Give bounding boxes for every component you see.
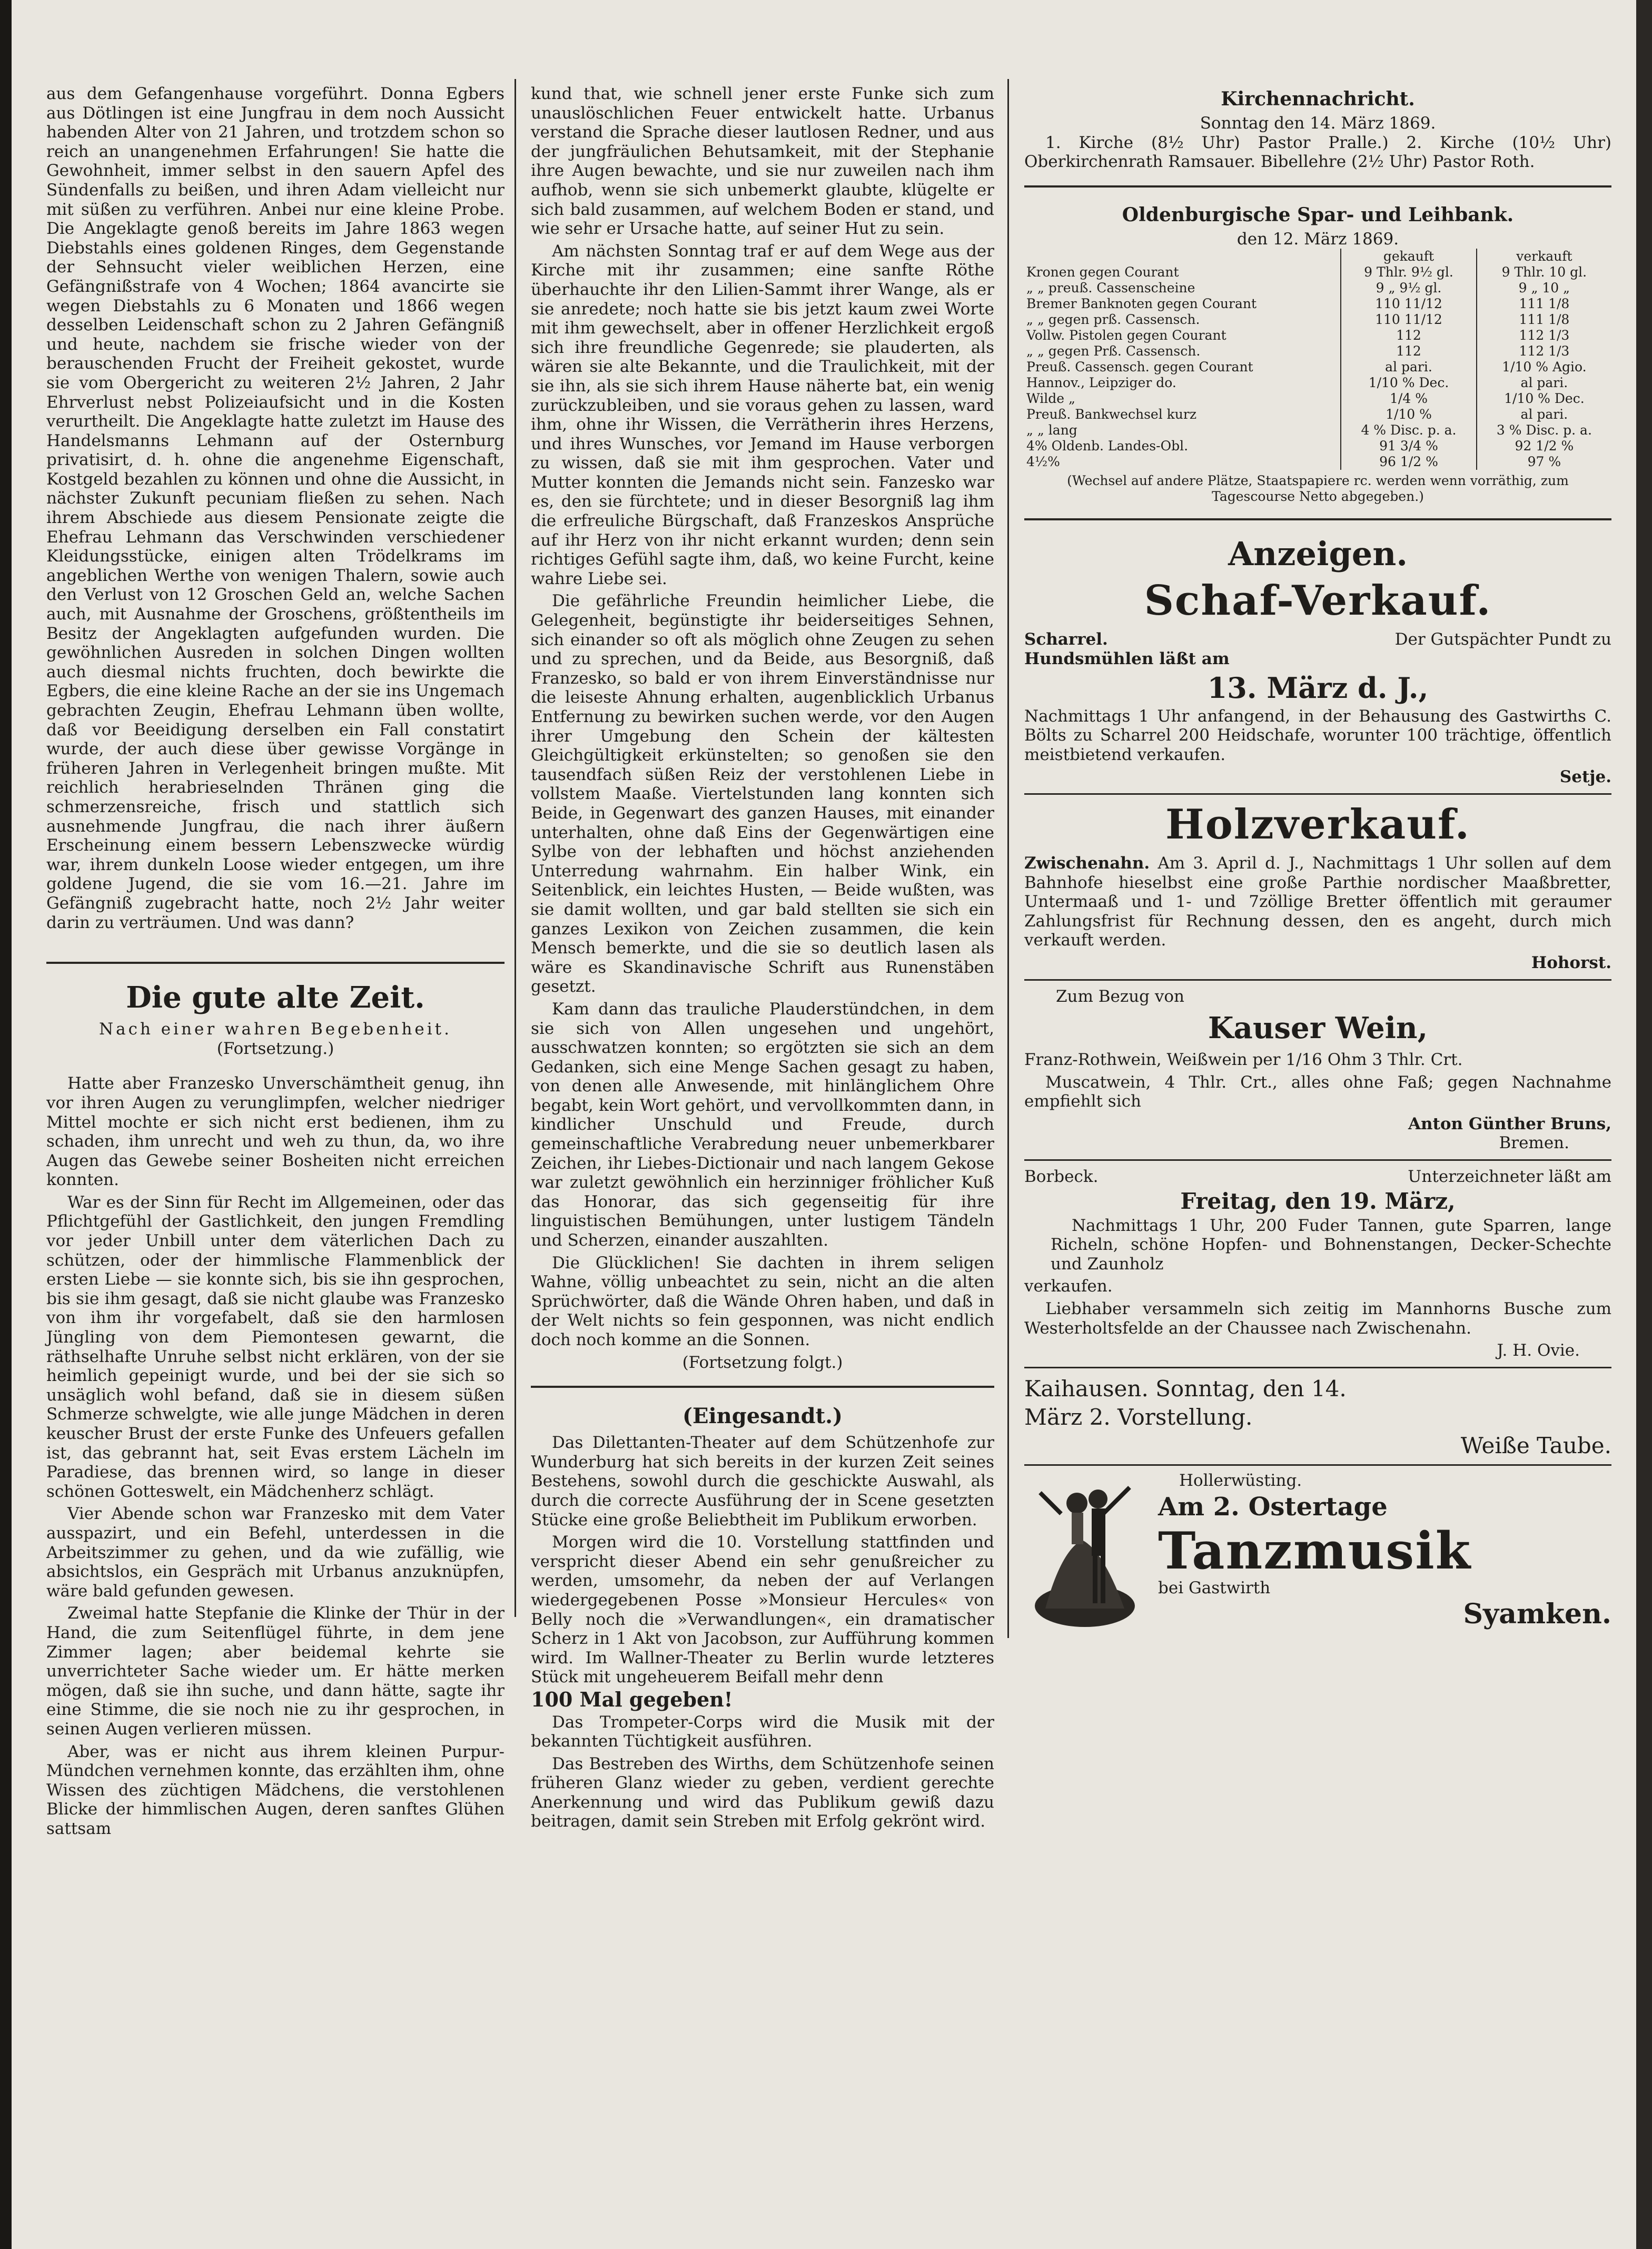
schaf-text: Nachmittags 1 Uhr anfangend, in der Behausung des Gastwirths C. Bölts zu Scharrel 200 Heidschafe, worunter 100 trächtige, öffentlich meistbietend verkaufen. [1024, 706, 1611, 764]
tanzmusik-ad [1024, 1471, 1611, 1631]
header-sold: verkauft [1516, 249, 1572, 264]
schaf-line [1024, 630, 1611, 649]
section-rule [1024, 1367, 1611, 1368]
table-row [1024, 264, 1611, 280]
schaf-date: 13. März d. J., [1207, 670, 1429, 705]
rate-bought: 112 [1341, 328, 1477, 343]
column-divider [515, 79, 516, 1617]
rate-bought: 4 % Disc. p. a. [1341, 422, 1477, 438]
column-divider [1007, 79, 1009, 1638]
kirchen-title: Kirchennachricht. [1221, 88, 1415, 110]
exchange-rate-rows [1024, 264, 1611, 470]
rate-label: Vollw. Pistolen gegen Courant [1026, 328, 1226, 343]
kaihausen-signature: Weiße Taube. [1460, 1432, 1611, 1458]
section-rule [1024, 518, 1611, 520]
eingesandt-paragraph: Das Trompeter-Corps wird die Musik mit der bekannten Tüchtigkeit ausführen. [531, 1712, 994, 1751]
rate-bought: 96 1/2 % [1341, 454, 1477, 470]
holz-signature: Hohorst. [1531, 953, 1611, 972]
eingesandt-title: (Eingesandt.) [682, 1404, 843, 1429]
dancing-couple-illustration [1024, 1472, 1145, 1630]
rate-label: Kronen gegen Courant [1026, 264, 1179, 280]
eingesandt-paragraph: Das Bestreben des Wirths, dem Schützenhofe seinen früheren Glanz wieder zu geben, verdient gerechte Anerkennung und wird das Publikum gewiß dazu beitragen, damit sein Streben mit Erfolg gekrönt wird. [531, 1754, 994, 1831]
rate-label: „ „ gegen prß. Cassensch. [1026, 312, 1200, 328]
section-rule [1024, 1159, 1611, 1161]
story-paragraph: kund that, wie schnell jener erste Funke sich zum unauslöschlichen Feuer entwickelt hatte. Urbanus verstand die Sprache dieser lautlosen Redner, und aus der jungfräulichen Behutsamkeit, mit der Stephanie ihre Augen bewachte, und sie nur zuweilen nach ihm aufhob, wenn sie sich unbemerkt glaubte, klügelte er sich bald zusammen, auf welchem Boden er stand, und wie sehr er Ursache hatte, auf seiner Hut zu sein. [531, 84, 994, 239]
bank-title: Oldenburgische Spar- und Leihbank. [1122, 203, 1514, 226]
tanz-by: bei Gastwirth [1158, 1579, 1271, 1598]
court-report-paragraph: aus dem Gefangenhause vorgeführt. Donna Egbers aus Dötlingen ist eine Jungfrau in dem noch Aussicht habenden Alter von 21 Jahren, und trotzdem schon so reich an unangenehmen Erfahrungen! Sie hatte die Gewohnheit, immer selbst in den sauern Apfel des Sündenfalls zu beißen, und ihren Adam vielleicht nur mit süßen zu verführen. Anbei nur eine kleine Probe. Die Angeklagte genoß bereits im Jahre 1863 wegen Diebstahls eines goldenen Ringes, dem Gegenstande der Sehnsucht vieler weiblichen Herzen, eine Gefängnißstrafe von 4 Wochen; 1864 avancirte sie wegen Diebstahls zu 6 Monaten und 1866 wegen desselben Leidenschaft schon zu 2 Jahren Gefängniß und heute, nachdem sie frische wieder von der berauschenden Frucht der Freiheit gekostet, wurde sie vom Obergericht zu weiteren 2½ Jahren, 2 Jahr Ehrverlust nebst Polizeiaufsicht und in die Kosten verurtheilt. Die Angeklagte hatte zuletzt im Hause des Handelsmanns Lehmann auf der Osternburg privatisirt, d. h. ohne die angenehme Eigenschaft, Kostgeld bezahlen zu können und ohne die Aussicht, in nächster Zukunft pecuniam fließen zu sehen. Nach ihrem Abschiede aus diesem Pensionate zeigte die Ehefrau Lehmann das Verschwinden verschiedener Kleidungsstücke, einigen alten Trödelkrams im angeblichen Werthe von wenigen Thalern, sowie auch den Verlust von 12 Groschen Geld an, welche Sachen auch, mit Ausnahme der Groschens, größtentheils im Besitz der Angeklagten aufgefunden wurden. Die gewöhnlichen Ausreden in solchen Dingen wollten auch diesmal nichts fruchten, doch bewirkte die Egbers, die eine kleine Rache an der sie ins Ungemach gebrachten Zeugin, Ehefrau Lehmann üben wollte, daß vor Beeidigung derselben ein Fall constatirt wurde, der auch diese über gewisse Vorgänge in früheren Jahren in Verlegenheit bringen mußte. Mit reichlich herabrieselnden Thränen ging die schmerzensreiche, frisch und stattlich sich ausnehmende Jungfrau, die nach ihrer äußern Erscheinung einem bessern Lebenszwecke würdig war, ihrem dunkeln Loose wieder entgegen, um ihre goldene Jugend, die sie vom 16.—21. Jahre im Gefängniß zugebracht hatte, noch 2½ Jahr weiter darin zu verträumen. Und was dann? [46, 84, 504, 932]
rate-bought: 9 „ 9½ gl. [1341, 280, 1477, 296]
borbeck-text3: Liebhaber versammeln sich zeitig im Mannhorns Busche zum Westerholtsfelde an der Chaussee nach Zwischenahn. [1024, 1299, 1611, 1338]
borbeck-text2: verkaufen. [1024, 1277, 1113, 1296]
column-middle [531, 84, 994, 1834]
rate-bought: 9 Thlr. 9½ gl. [1341, 264, 1477, 280]
rate-sold: 112 1/3 [1519, 328, 1570, 343]
story-paragraph: Die gefährliche Freundin heimlicher Liebe, die Gelegenheit, begünstigte ihr beiderseitiges Sehnen, sich einander so oft als möglich ohne Zeugen zu sehen und zu sprechen, und da Beide, aus Besorgniß, daß Franzesko, so bald er von ihrem Einverständnisse nur die leiseste Ahnung erhalten, augenblicklich Urbanus Entfernung zu bewirken suchen werde, vor den Augen ihrer Umgebung den Schein der kältesten Gleichgültigkeit erkünstelten; so genoßen sie den tausendfach süßen Reiz der verstohlenen Liebe in vollstem Maaße. Viertelstunden lang konnten sich Beide, in Gegenwart des ganzen Hauses, mit einander unterhalten, ohne daß Eins der Gegenwärtigen eine Sylbe von der lebhaften und höchst anziehenden Unterredung wahrnahm. Ein halber Wink, ein Seitenblick, ein leichtes Husten, — Beide wußten, was sie damit wollten, und gar bald stellten sie sich ein ganzes Lexikon von Zeichen zusammen, die kein Mensch bemerkte, und die sie so deutlich lasen als wäre es Skandinavische Schrift aus Runenstäben gesetzt. [531, 591, 994, 997]
table-row [1024, 422, 1611, 438]
eingesandt-paragraph: Das Dilettanten-Theater auf dem Schützenhofe zur Wunderburg hat sich bereits in der kurzen Zeit seines Bestehens, sowohl durch die geschickte Auswahl, als durch die correcte Ausführung der in Scene gesetzten Stücke eine große Beliebtheit im Publikum erworben. [531, 1433, 994, 1530]
tanz-host: Syamken. [1463, 1598, 1611, 1630]
table-row [1024, 343, 1611, 359]
rate-label: „ „ gegen Prß. Cassensch. [1026, 343, 1201, 359]
wein-city: Bremen. [1499, 1133, 1569, 1153]
section-rule [1024, 1464, 1611, 1466]
anzeigen-title: Anzeigen. [1228, 535, 1408, 574]
rate-label: „ „ lang [1026, 422, 1077, 438]
eingesandt-highlight: 100 Mal gegeben! [531, 1687, 733, 1711]
kaihausen-line2: März 2. Vorstellung. [1024, 1404, 1253, 1430]
story-paragraph: Aber, was er nicht aus ihrem kleinen Purpur-Mündchen vernehmen konnte, das erzählten ihm, ohne Wissen des züchtigen Mädchens, die verstohlenen Blicke der himmlischen Augen, deren sanftes Glühen sattsam [46, 1742, 504, 1838]
kirchen-text: 1. Kirche (8½ Uhr) Pastor Pralle.) 2. Kirche (10½ Uhr) Oberkirchenrath Ramsauer. Bibellehre (2½ Uhr) Pastor Roth. [1024, 133, 1611, 172]
table-row [1024, 391, 1611, 407]
wein-signature: Anton Günther Bruns, [1408, 1114, 1611, 1133]
story-paragraph: War es der Sinn für Recht im Allgemeinen, oder das Pflichtgefühl der Gastlichkeit, den jungen Fremdling vor jeder Unbill unter dem väterlichen Dach zu schützen, oder der himmlische Flammenblick der ersten Liebe — sie konnte sich, bis sie ihn gesprochen, bis sie ihm gesagt, daß sie nicht glaube was Franzesko von ihm ihr vorgefabelt, daß sie den harmlosen Jüngling von dem Piemontesen gewarnt, die räthselhafte Unruhe selbst nicht erklären, von der sie heimlich gepeinigt wurde, und bei der sie sich so unsäglich wohl befand, daß sie in diesem süßen Schmerze schwelgte, wie alle junge Mädchen in deren keuscher Brust der erste Funke des Unfeuers gefallen ist, das gebrannt hat, seit Evas erstem Lächeln im Paradiese, das brennen wird, so lange in dieser schönen Gotteswelt, ein Mädchenherz schlägt. [46, 1192, 504, 1501]
wein-intro: Zum Bezug von [1056, 987, 1185, 1006]
rate-sold: al pari. [1520, 407, 1568, 422]
wein-line1: Franz-Rothwein, Weißwein per 1/16 Ohm 3 Thlr. Crt. [1024, 1050, 1463, 1070]
eingesandt-paragraph: Morgen wird die 10. Vorstellung stattfinden und verspricht dieser Abend ein sehr genußreicher zu werden, umsomehr, da neben der auf Verlangen wiedergegebenen Posse »Monsieur Hercules« von Belly noch die »Verwandlungen«, ein dramatischer Scherz in 1 Akt von Jacobson, zur Aufführung kommen wird. Im Wallner-Theater zu Berlin wurde letzteres Stück mit ungeheuerem Beifall mehr denn [531, 1533, 994, 1687]
borbeck-line [1024, 1167, 1611, 1187]
rate-sold: 9 „ 10 „ [1518, 280, 1570, 296]
story-paragraph: Vier Abende schon war Franzesko mit dem Vater ausspazirt, und ein Befehl, unterdessen in die Arbeitszimmer zu gehen, und da wie zufällig, wie absichtslos, ein Gespräch mit Urbanus anzuknüpfen, wäre bald gefunden gewesen. [46, 1504, 504, 1601]
header-bought: gekauft [1341, 249, 1477, 264]
rate-sold: 9 Thlr. 10 gl. [1501, 264, 1587, 280]
rate-bought: al pari. [1341, 359, 1477, 375]
rate-label: 4½% [1026, 454, 1060, 470]
schaf-line1: Der Gutspächter Pundt zu [1394, 630, 1611, 649]
borbeck-place: Borbeck. [1024, 1167, 1099, 1187]
table-row [1024, 280, 1611, 296]
table-row [1024, 375, 1611, 391]
exchange-rate-table [1024, 249, 1611, 470]
schaf-place: Scharrel. [1024, 630, 1108, 649]
schaf-verkauf-title: Schaf-Verkauf. [1144, 577, 1492, 625]
section-rule [1024, 793, 1611, 795]
wein-line2: Muscatwein, 4 Thlr. Crt., alles ohne Faß; gegen Nachnahme empfiehlt sich [1024, 1072, 1611, 1111]
borbeck-date: Freitag, den 19. März, [1180, 1188, 1456, 1214]
section-rule [46, 962, 504, 964]
rate-bought: 1/4 % [1341, 391, 1477, 407]
rate-label: Wilde „ [1026, 391, 1075, 407]
rate-label: Preuß. Bankwechsel kurz [1026, 407, 1197, 422]
rate-sold: 1/10 % Dec. [1504, 391, 1585, 407]
tanz-date: Am 2. Ostertage [1158, 1492, 1388, 1522]
tanzmusik-text [1158, 1471, 1611, 1631]
rate-bought: 1/10 % Dec. [1341, 375, 1477, 391]
bank-date: den 12. März 1869. [1236, 229, 1399, 249]
rate-label: Preuß. Cassensch. gegen Courant [1026, 359, 1253, 375]
story-paragraph: Zweimal hatte Stepfanie die Klinke der Thür in der Hand, die zum Seitenflügel führte, in dem jene Zimmer lagen; aber beidemal kehrte sie unverrichteter Sache wieder um. Er hätte merken mögen, daß sie ihn suche, und dann hätte, sagte ihr eine Stimme, die sie noch nie zu ihr gesprochen, in seinen Augen verlieren müssen. [46, 1604, 504, 1739]
rate-bought: 1/10 % [1341, 407, 1477, 422]
rate-sold: 3 % Disc. p. a. [1496, 422, 1592, 438]
schaf-line2: Hundsmühlen läßt am [1024, 649, 1230, 668]
rate-sold: 1/10 % Agio. [1502, 359, 1587, 375]
rate-sold: 92 1/2 % [1515, 438, 1574, 454]
table-row [1024, 407, 1611, 422]
rate-bought: 91 3/4 % [1341, 438, 1477, 454]
page-binding-edge [0, 0, 12, 2249]
kaihausen-line1: Kaihausen. Sonntag, den 14. [1024, 1375, 1347, 1402]
kirchen-date: Sonntag den 14. März 1869. [1200, 114, 1436, 133]
bank-note: (Wechsel auf andere Plätze, Staatspapiere rc. werden wenn vorräthig, zum Tagescourse Netto abgegeben.) [1067, 473, 1569, 505]
rate-label: „ „ preuß. Cassenscheine [1026, 280, 1195, 296]
story-to-be-continued: (Fortsetzung folgt.) [682, 1353, 843, 1372]
section-rule [531, 1386, 994, 1388]
rate-bought: 112 [1341, 343, 1477, 359]
rate-sold: 111 1/8 [1519, 312, 1570, 328]
wein-title: Kauser Wein, [1208, 1011, 1428, 1046]
rate-sold: al pari. [1520, 375, 1568, 391]
table-row [1024, 296, 1611, 312]
column-left [46, 84, 504, 1841]
rate-bought: 110 11/12 [1341, 296, 1477, 312]
section-rule [1024, 979, 1611, 981]
table-header-row [1024, 249, 1611, 264]
page-outer-edge [1636, 0, 1652, 2249]
story-continuation: (Fortsetzung.) [216, 1039, 334, 1058]
rate-sold: 112 1/3 [1519, 343, 1570, 359]
tanz-place: Hollerwüsting. [1179, 1471, 1302, 1490]
borbeck-text: Nachmittags 1 Uhr, 200 Fuder Tannen, gute Sparren, lange Richeln, schöne Hopfen- und Bohnenstangen, Decker-Schechte und Zaunholz [1051, 1216, 1611, 1274]
rate-sold: 111 1/8 [1519, 296, 1570, 312]
table-row [1024, 328, 1611, 343]
rate-label: 4% Oldenb. Landes-Obl. [1026, 438, 1189, 454]
rate-label: Hannov., Leipziger do. [1026, 375, 1176, 391]
column-right [1024, 84, 1611, 1631]
table-row [1024, 438, 1611, 454]
tanz-title: Tanzmusik [1158, 1521, 1472, 1581]
story-paragraph: Kam dann das trauliche Plauderstündchen, in dem sie sich von Allen ungesehen und ungehört, ausschwatzen konnten; so ergötzten sie sich an dem Gedanken, sich eine Menge Sachen gesagt zu haben, von denen alle Anwesende, mit hinlänglichem Ohre begabt, kein Wort gehört, und vervollkommten dann, in kindlicher Unschuld und Freude, durch gemeinschaftliche Verabredung neuer unbemerkbarer Zeichen, ihr Liebes-Dictionair und nach langem Gekose war zuletzt gewöhnlich ein herzinniger fröhlicher Kuß das Honorar, das sich gegenseitig für ihre linguistischen Bemühungen, unter lustigem Tändeln und Scherzen, einander auszahlten. [531, 999, 994, 1250]
story-paragraph: Die Glücklichen! Sie dachten in ihrem seligen Wahne, völlig unbeachtet zu sein, nicht an die alten Sprüchwörter, daß die Wände Ohren haben, und daß in der Welt nichts so fein gesponnen, was nicht endlich doch noch komme an die Sonnen. [531, 1253, 994, 1349]
story-paragraph: Hatte aber Franzesko Unverschämtheit genug, ihn vor ihren Augen zu verunglimpfen, welcher niedriger Mittel mochte er sich nicht erst bedienen, ihm zu schaden, ihm unrecht und weh zu thun, da, wo ihre Augen das Gewebe seiner Bosheiten nicht erreichen konnten. [46, 1074, 504, 1190]
holz-place: Zwischenahn. [1024, 853, 1150, 873]
rate-bought: 110 11/12 [1341, 312, 1477, 328]
rate-label: Bremer Banknoten gegen Courant [1026, 296, 1257, 312]
schaf-signature: Setje. [1559, 767, 1611, 787]
borbeck-line1: Unterzeichneter läßt am [1408, 1167, 1611, 1187]
table-row [1024, 454, 1611, 470]
holzverkauf-title: Holzverkauf. [1165, 800, 1470, 849]
story-subtitle: Nach einer wahren Begebenheit. [98, 1020, 452, 1039]
story-title: Die gute alte Zeit. [126, 980, 425, 1015]
rate-sold: 97 % [1527, 454, 1561, 470]
holz-text: Am 3. April d. J., Nachmittags 1 Uhr sollen auf dem Bahnhofe hieselbst eine große Parthie nordischer Maaßbretter, Untermaaß und 1- und 7zöllige Bretter öffentlich mit geraumer Zahlungsfrist für Rechnung dessen, den es angeht, durch mich verkauft werden. [1024, 853, 1612, 950]
table-row [1024, 359, 1611, 375]
story-paragraph: Am nächsten Sonntag traf er auf dem Wege aus der Kirche mit ihr zusammen; eine sanfte Röthe überhauchte ihr den Lilien-Sammt ihrer Wange, als er sie anredete; noch hatte sie bis jetzt kaum zwei Worte mit ihm gewechselt, aber in offener Herzlichkeit ergoß sich ihre freundliche Gegenrede; sie plauderten, als wären sie alte Bekannte, und die Traulichkeit, mit der sie ihn, als sie sich ihrem Hause näherte bat, ein wenig zurückzubleiben, und sie voraus gehen zu lassen, ward ihm, ohne ihr Wissen, die Verrätherin ihres Herzens, und ihres Wunsches, vor Jemand im Hause verborgen zu wissen, daß sie mit ihm gesprochen. Vater und Mutter konnten die Jemands nicht sein. Fanzesko war es, den sie fürchtete; und in dieser Besorgniß lag ihm die erfreuliche Bürgschaft, daß Franzeskos Ansprüche auf ihr Herz von ihr nicht erkannt wurden; denn sein richtiges Gefühl sagte ihm, daß, wo keine Furcht, keine wahre Liebe sei. [531, 241, 994, 588]
section-rule [1024, 185, 1611, 188]
table-row [1024, 312, 1611, 328]
borbeck-signature: J. H. Ovie. [1497, 1341, 1580, 1360]
